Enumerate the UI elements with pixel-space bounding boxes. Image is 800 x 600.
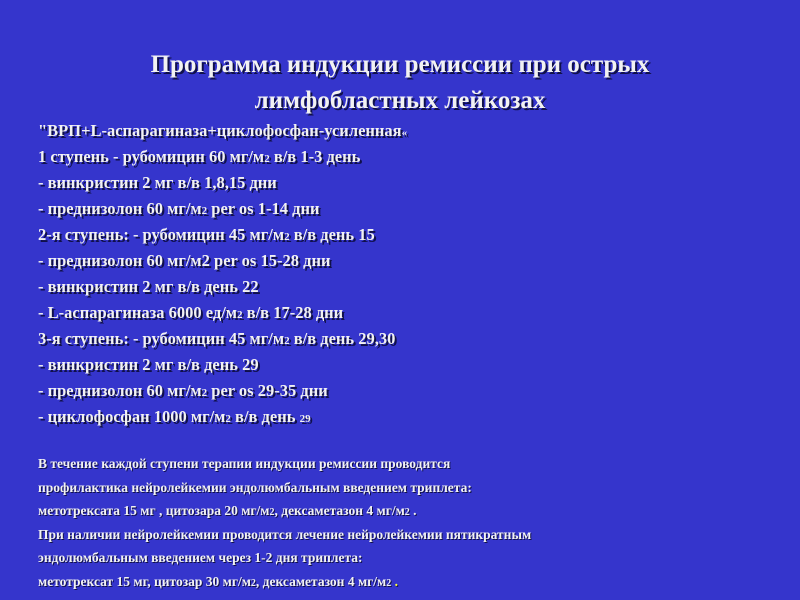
protocol-line-text: - винкристин 2 мг в/в день 29	[38, 355, 259, 374]
note-line-text: эндолюмбальным введением через 1-2 дня триплета:	[38, 550, 363, 565]
protocol-line-text: в/в день 15	[289, 225, 375, 244]
protocol-line-tail: 29	[299, 413, 311, 425]
protocol-line-text: - преднизолон 60 мг/м2 per os 15-28 дни	[38, 251, 331, 270]
protocol-line	[38, 170, 778, 196]
note-line-text: При наличии нейролейкемии проводится лечение нейролейкемии пятикратным	[38, 526, 532, 542]
note-line-text: метотрексат 15 мг, цитозар 30 мг/м	[38, 573, 251, 589]
protocol-line-text: - винкристин 2 мг в/в день 22	[38, 277, 259, 296]
slide-title-line-1: Программа индукции ремиссии при острых	[150, 50, 650, 78]
protocol-line	[38, 404, 778, 430]
note-line-text: , дексаметазон 4 мг/м	[255, 573, 387, 589]
protocol-line-text: 2-я ступень: - рубомицин 45 мг/м	[38, 225, 285, 244]
note-line-sup: 2	[404, 507, 410, 518]
protocol-line-sup: 2	[284, 231, 290, 243]
protocol-line-sup: 2	[201, 205, 208, 217]
note-line	[38, 499, 778, 523]
note-line-sup: 2	[269, 507, 275, 518]
note-line-text: .	[409, 503, 417, 518]
protocol-line-text: - преднизолон 60 мг/м	[38, 381, 202, 400]
protocol-line-text: per os 29-35 дни	[207, 381, 328, 400]
note-line	[38, 523, 778, 547]
note-line	[38, 570, 778, 594]
protocol-line-text: в/в день 29,30	[289, 329, 396, 348]
slide-title	[0, 47, 800, 119]
protocol-line-sup: 2	[225, 413, 231, 425]
protocol-line	[38, 378, 778, 404]
protocol-heading	[38, 118, 778, 144]
note-line	[38, 476, 778, 500]
slide-title-line-2: лимфобластных лейкозах	[254, 86, 546, 114]
protocol-heading-text: "ВРП+L-аспарагиназа+циклофосфан-усиленная	[38, 121, 402, 140]
protocol-line	[38, 274, 778, 300]
protocol-line-text: - циклофосфан 1000 мг/м	[38, 407, 226, 426]
notes-paragraph	[38, 452, 778, 593]
protocol-line	[38, 144, 778, 170]
note-line-sup: 2	[386, 577, 392, 589]
protocol-line-text: - винкристин 2 мг в/в 1,8,15 дни	[38, 173, 277, 192]
protocol-line-text: - L-аспарагиназа 6000 ед/м	[38, 303, 238, 322]
protocol-line-sup: 2	[264, 153, 270, 165]
protocol-line-sup: 2	[237, 309, 243, 321]
protocol-line	[38, 326, 778, 352]
protocol-list	[38, 118, 778, 430]
protocol-heading-mark: «	[401, 127, 408, 139]
protocol-line	[38, 222, 778, 248]
protocol-line-sup: 2	[284, 335, 290, 347]
protocol-line-text: - преднизолон 60 мг/м	[38, 199, 202, 218]
protocol-line	[38, 196, 778, 222]
protocol-line-text: per os 1-14 дни	[207, 199, 320, 218]
protocol-line	[38, 352, 778, 378]
note-line-text: , дексаметазон 4 мг/м	[274, 503, 405, 518]
note-line-text: В течение каждой ступени терапии индукции ремиссии проводится	[38, 456, 451, 471]
note-line-sup: 2	[250, 577, 256, 589]
note-line	[38, 546, 778, 570]
protocol-line	[38, 300, 778, 326]
note-line-text: профилактика нейролейкемии эндолюмбальным введением триплета:	[38, 479, 472, 495]
protocol-line-text: 3-я ступень: - рубомицин 45 мг/м	[38, 329, 285, 348]
protocol-line-text: в/в 1-3 день	[269, 147, 361, 166]
note-line-text: метотрексата 15 мг , цитозара 20 мг/м	[38, 503, 270, 518]
note-line-highlight: .	[394, 573, 398, 589]
protocol-line-text: в/в день	[230, 407, 300, 426]
protocol-line-text: 1 ступень - рубомицин 60 мг/м	[38, 147, 265, 166]
protocol-line-text: в/в 17-28 дни	[242, 303, 344, 322]
protocol-line	[38, 248, 778, 274]
protocol-line-sup: 2	[201, 387, 208, 399]
note-line	[38, 452, 778, 476]
